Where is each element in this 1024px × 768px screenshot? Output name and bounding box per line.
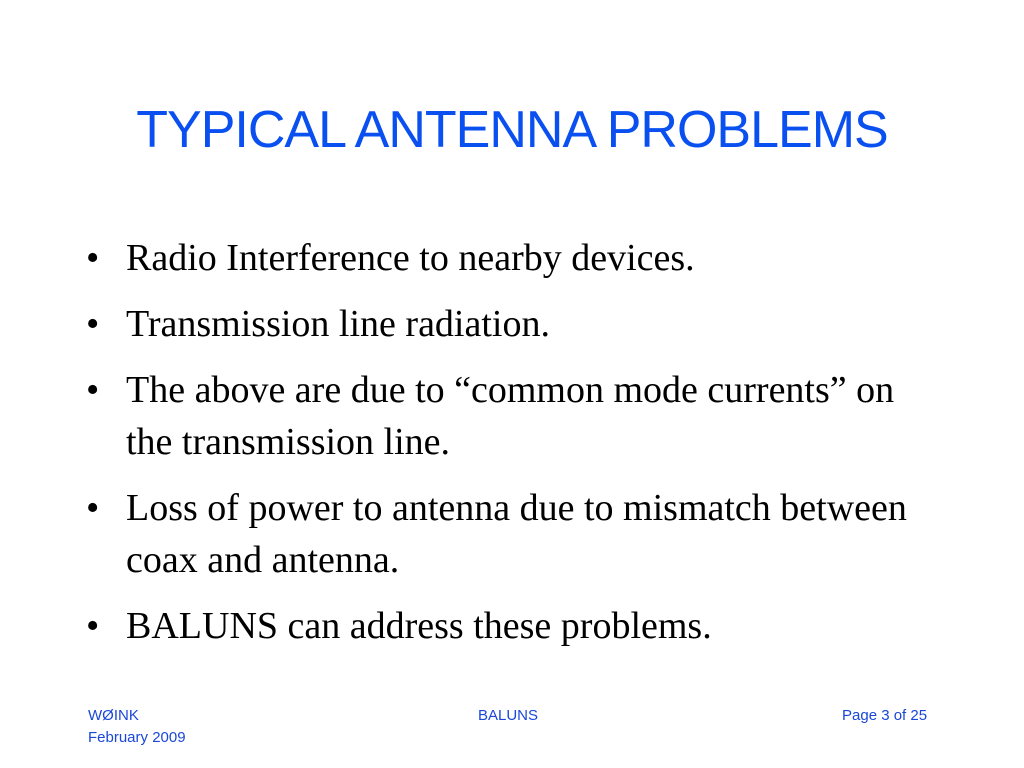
bullet-item	[86, 364, 946, 468]
footer-title: BALUNS	[478, 707, 539, 724]
bullet-text: BALUNS can address these problems.	[126, 605, 712, 647]
footer-date: February 2009	[88, 729, 186, 746]
footer-author-block	[88, 705, 186, 749]
bullet-list	[86, 232, 946, 666]
bullet-icon: •	[86, 487, 100, 529]
bullet-text: Loss of power to antenna due to mismatch between coax and antenna.	[126, 487, 907, 581]
bullet-text: Radio Interference to nearby devices.	[126, 237, 695, 279]
bullet-icon: •	[86, 369, 100, 411]
bullet-icon: •	[86, 237, 100, 279]
bullet-icon: •	[86, 303, 100, 345]
bullet-item	[86, 232, 946, 284]
bullet-text: Transmission line radiation.	[126, 303, 550, 345]
slide-title: TYPICAL ANTENNA PROBLEMS	[136, 101, 888, 159]
bullet-text: The above are due to “common mode currents” on the transmission line.	[126, 369, 895, 463]
bullet-icon: •	[86, 605, 100, 647]
bullet-item	[86, 600, 946, 652]
footer-author: WØINK	[88, 707, 139, 724]
footer-page-number: Page 3 of 25	[842, 707, 928, 724]
bullet-item	[86, 482, 946, 586]
bullet-item	[86, 298, 946, 350]
